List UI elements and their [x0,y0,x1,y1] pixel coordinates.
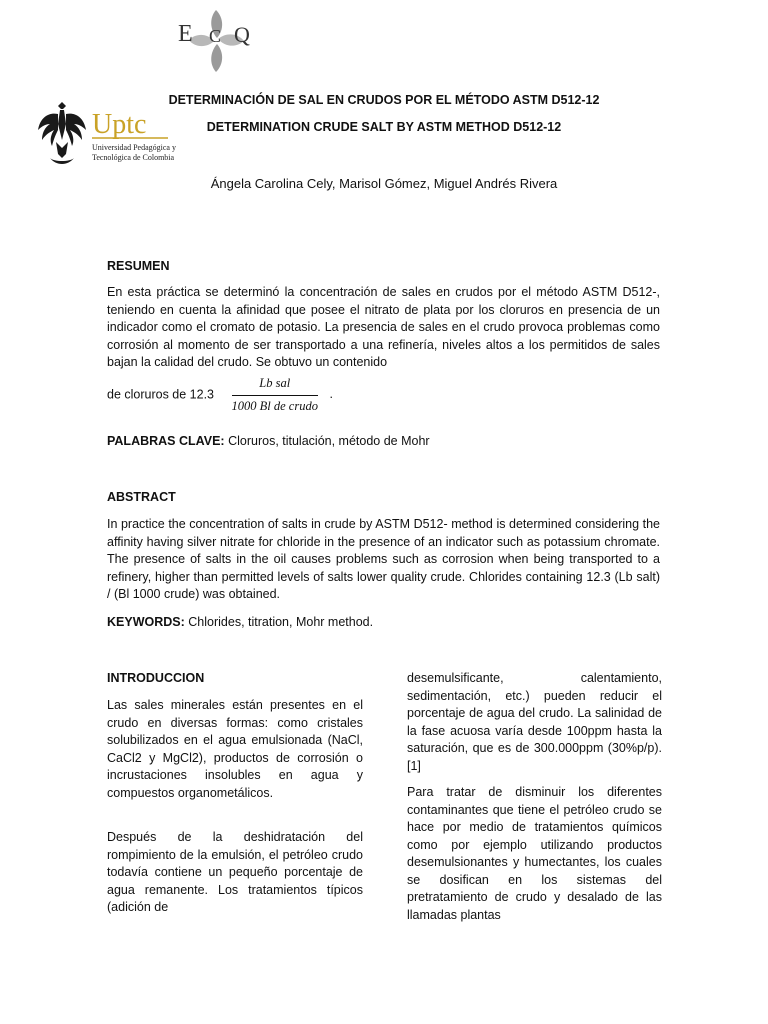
abstract-text: In practice the concentration of salts in crude by ASTM D512- method is determined considering the affinity having silver nitrate for chloride in the presence of an indicator such as potassium chromate. The presence of salts in the oil causes problems such as corrosion when being transported to a refinery, higher than permitted levels of salts lower quality crude. Chlorides containing 12.3 (Lb salt) / (Bl 1000 crude) was obtained. [107,517,660,601]
introduccion-heading: INTRODUCCION [107,671,205,685]
intro-paragraph-4: Para tratar de disminuir los diferentes contaminantes que tiene el petróleo crudo se hace por medio de tratamientos químicos como por ejemplo utilizando productos desemulsionantes y humectantes, los cuales se dosifican en los sistemas del pretratamiento de crudo y desalado de las llamadas plantas [407,785,662,922]
resumen-heading: RESUMEN [107,259,170,273]
formula-prefix: de cloruros de 12.3 [107,387,215,402]
svg-text:Q: Q [234,22,250,47]
palabras-clave-label: PALABRAS CLAVE: [107,434,225,448]
palabras-clave [107,433,660,451]
keywords [107,614,660,632]
svg-text:Universidad Pedagógica y: Universidad Pedagógica y [92,143,176,152]
keywords-text: Chlorides, titration, Mohr method. [188,615,374,629]
svg-text:C: C [209,26,222,46]
formula-fraction [232,375,318,415]
title-spanish: DETERMINACIÓN DE SAL EN CRUDOS POR EL MÉTODO ASTM D512-12 [168,93,600,107]
intro-paragraph-2: Después de la deshidratación del rompimiento de la emulsión, el petróleo crudo todavía contiene un pequeño porcentaje de agua remanente. Los tratamientos típicos (adición de [107,830,363,914]
uptc-logo [36,100,176,174]
svg-text:Uptc: Uptc [92,109,147,140]
title-english: DETERMINATION CRUDE SALT BY ASTM METHOD D512-12 [206,120,562,134]
intro-paragraph-3: desemulsificante, calentamiento, sedimentación, etc.) pueden reducir el porcentaje de agua del crudo. La salinidad de la fase acuosa varía desde 100ppm hasta la saturación, que es de 300.000ppm (30%p/p). [1] [407,671,662,773]
formula-denominator: 1000 Bl de crudo [231,398,318,413]
authors: Ángela Carolina Cely, Marisol Gómez, Miguel Andrés Rivera [210,176,558,191]
resumen-formula-line [107,375,407,415]
palabras-clave-text: Cloruros, titulación, método de Mohr [228,434,430,448]
abstract-heading: ABSTRACT [107,490,176,504]
formula-suffix: . [329,387,333,402]
resumen-text: En esta práctica se determinó la concentración de sales en crudos por el método ASTM D512-, teniendo en cuenta la afinidad que posee el nitrato de plata por los cloruros en presencia de un indicador como el cromato de potasio. La presencia de sales en el crudo provoca problemas como corrosión al momento de ser transportado a una refinería, niveles altos a los permitidos de sales bajan la calidad del crudo. Se obtuvo un contenido [107,285,660,369]
ecq-logo [176,8,258,74]
formula-numerator: Lb sal [232,375,318,396]
ecq-logo-e: E [178,21,193,47]
intro-paragraph-1: Las sales minerales están presentes en el crudo en diversas formas: como cristales solubilizados en el agua emulsionada (NaCl, CaCl2 y MgCl2), productos de corrosión o incrustaciones insolubles en agua y compuestos organometálicos. [107,698,363,800]
svg-text:Tecnológica de Colombia: Tecnológica de Colombia [92,153,175,162]
keywords-label: KEYWORDS: [107,615,185,629]
